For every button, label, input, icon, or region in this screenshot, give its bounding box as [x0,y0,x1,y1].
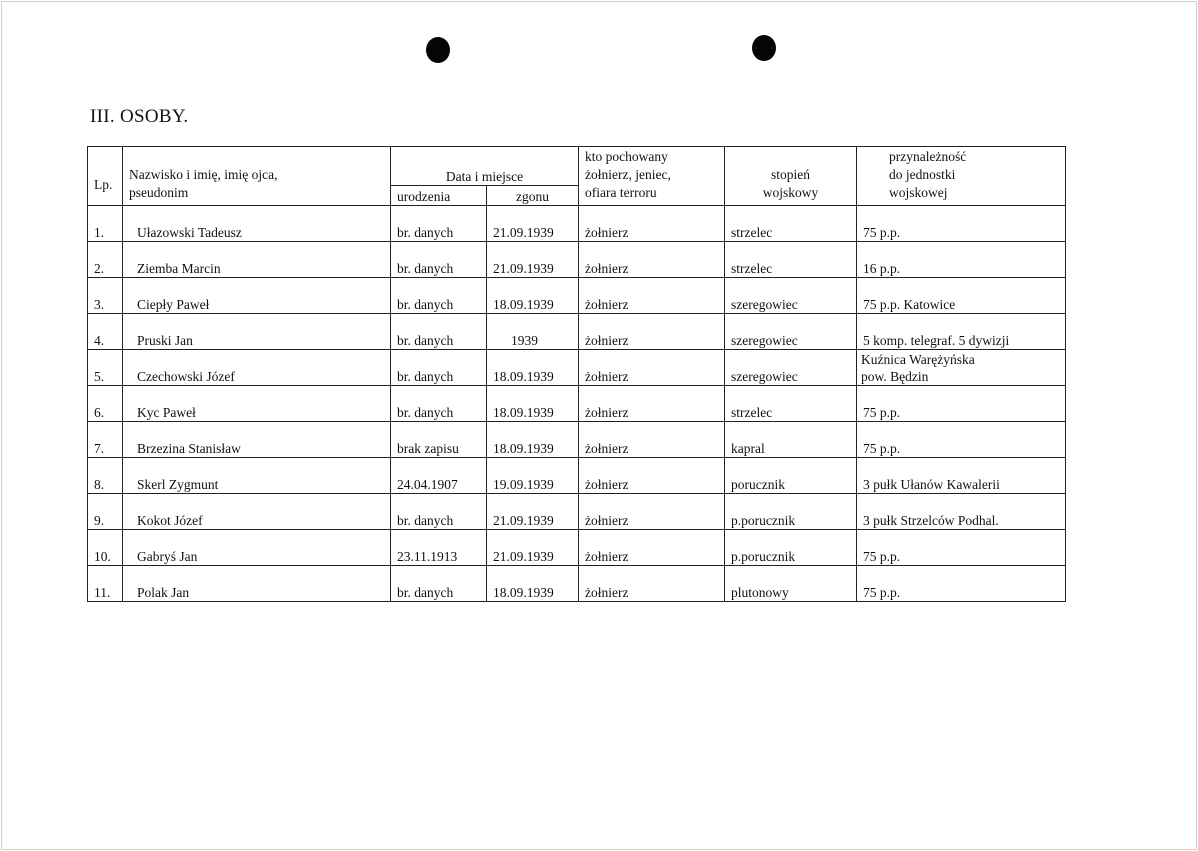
cell-death: 21.09.1939 [487,242,579,278]
cell-status: żołnierz [579,494,725,530]
cell-status: żołnierz [579,422,725,458]
cell-unit [857,458,1066,494]
header-unit-line2: do jednostki [889,167,956,182]
header-rank-line2: wojskowy [762,185,819,200]
header-status-line2: żołnierz, jeniec, [585,167,671,182]
cell-lp: 7. [88,422,123,458]
cell-unit [857,494,1066,530]
cell-birth: br. danych [391,314,487,350]
table-row [88,386,1066,422]
header-unit-line3: wojskowej [889,185,948,200]
cell-birth: 23.11.1913 [391,530,487,566]
cell-death: 18.09.1939 [487,386,579,422]
persons-table [87,146,1066,602]
table-row [88,422,1066,458]
header-row [88,147,1066,186]
cell-rank: p.porucznik [725,494,857,530]
table-row [88,494,1066,530]
cell-lp: 4. [88,314,123,350]
header-name [123,147,391,206]
cell-unit-line1: 3 pułk Ułanów Kawalerii [863,477,1000,492]
cell-status: żołnierz [579,206,725,242]
cell-lp: 9. [88,494,123,530]
cell-birth: br. danych [391,206,487,242]
header-status-line1: kto pochowany [585,149,668,164]
cell-lp: 11. [88,566,123,602]
cell-unit [857,350,1066,386]
section-title: III. OSOBY. [90,106,189,127]
cell-rank: kapral [725,422,857,458]
cell-unit [857,206,1066,242]
cell-death: 1939 [487,314,579,350]
cell-unit-line1: Kuźnica Warężyńska [861,352,975,367]
cell-birth: br. danych [391,494,487,530]
cell-unit-line1: 75 p.p. [863,585,901,600]
header-unit-line1: przynależność [889,149,967,164]
cell-rank: szeregowiec [725,314,857,350]
header-rank [725,147,857,206]
header-name-line2: pseudonim [129,185,189,200]
cell-lp: 10. [88,530,123,566]
cell-death: 21.09.1939 [487,206,579,242]
cell-birth: br. danych [391,350,487,386]
cell-lp: 6. [88,386,123,422]
cell-name: Polak Jan [123,566,391,602]
table-row [88,530,1066,566]
header-birth: urodzenia [391,186,487,206]
cell-status: żołnierz [579,242,725,278]
cell-status: żołnierz [579,314,725,350]
header-date-place: Data i miejsce [391,147,579,186]
cell-unit-line1: 75 p.p. [863,441,901,456]
header-name-line1: Nazwisko i imię, imię ojca, [129,167,278,182]
cell-lp: 5. [88,350,123,386]
cell-death: 21.09.1939 [487,530,579,566]
cell-name: Ciepły Paweł [123,278,391,314]
cell-unit [857,566,1066,602]
cell-death: 18.09.1939 [487,350,579,386]
cell-rank: szeregowiec [725,278,857,314]
cell-unit-line1: 75 p.p. [863,225,901,240]
cell-unit-line1: 5 komp. telegraf. 5 dywizji [863,333,1010,348]
cell-death: 18.09.1939 [487,278,579,314]
header-unit [857,147,1066,206]
cell-name: Ziemba Marcin [123,242,391,278]
header-rank-line1: stopień [771,167,810,182]
cell-birth: br. danych [391,242,487,278]
cell-birth: br. danych [391,566,487,602]
header-status [579,147,725,206]
table-row [88,242,1066,278]
header-status-line3: ofiara terroru [585,185,657,200]
cell-name: Pruski Jan [123,314,391,350]
cell-lp: 3. [88,278,123,314]
cell-unit-line1: 75 p.p. [863,405,901,420]
cell-unit-line1: 75 p.p. [863,549,901,564]
cell-birth: 24.04.1907 [391,458,487,494]
cell-rank: strzelec [725,206,857,242]
cell-death: 18.09.1939 [487,566,579,602]
cell-unit-line2: pow. Będzin [861,369,929,384]
cell-rank: strzelec [725,386,857,422]
header-lp: Lp. [88,147,123,206]
cell-status: żołnierz [579,278,725,314]
table-row [88,566,1066,602]
punch-hole-right [752,35,776,61]
cell-unit [857,242,1066,278]
cell-name: Brzezina Stanisław [123,422,391,458]
punch-hole-left [426,37,450,63]
table-row [88,314,1066,350]
cell-unit [857,530,1066,566]
cell-rank: szeregowiec [725,350,857,386]
cell-name: Gabryś Jan [123,530,391,566]
cell-rank: strzelec [725,242,857,278]
cell-name: Ułazowski Tadeusz [123,206,391,242]
cell-unit-line1: 75 p.p. Katowice [863,297,956,312]
cell-rank: p.porucznik [725,530,857,566]
cell-name: Kyc Paweł [123,386,391,422]
table-row [88,458,1066,494]
cell-unit [857,314,1066,350]
cell-unit-line1: 3 pułk Strzelców Podhal. [863,513,999,528]
cell-birth: br. danych [391,278,487,314]
cell-rank: porucznik [725,458,857,494]
cell-status: żołnierz [579,386,725,422]
header-death: zgonu [487,186,579,206]
cell-lp: 2. [88,242,123,278]
cell-status: żołnierz [579,458,725,494]
table-row [88,206,1066,242]
table-row [88,278,1066,314]
cell-birth: br. danych [391,386,487,422]
table-body [88,206,1066,602]
cell-status: żołnierz [579,566,725,602]
cell-rank: plutonowy [725,566,857,602]
cell-status: żołnierz [579,350,725,386]
cell-unit [857,422,1066,458]
cell-lp: 1. [88,206,123,242]
cell-name: Kokot Józef [123,494,391,530]
cell-unit-line1: 16 p.p. [863,261,901,276]
cell-death: 19.09.1939 [487,458,579,494]
cell-death: 21.09.1939 [487,494,579,530]
cell-name: Czechowski Józef [123,350,391,386]
cell-status: żołnierz [579,530,725,566]
cell-birth: brak zapisu [391,422,487,458]
cell-unit [857,278,1066,314]
cell-death: 18.09.1939 [487,422,579,458]
table-row [88,350,1066,386]
cell-name: Skerl Zygmunt [123,458,391,494]
cell-lp: 8. [88,458,123,494]
cell-unit [857,386,1066,422]
